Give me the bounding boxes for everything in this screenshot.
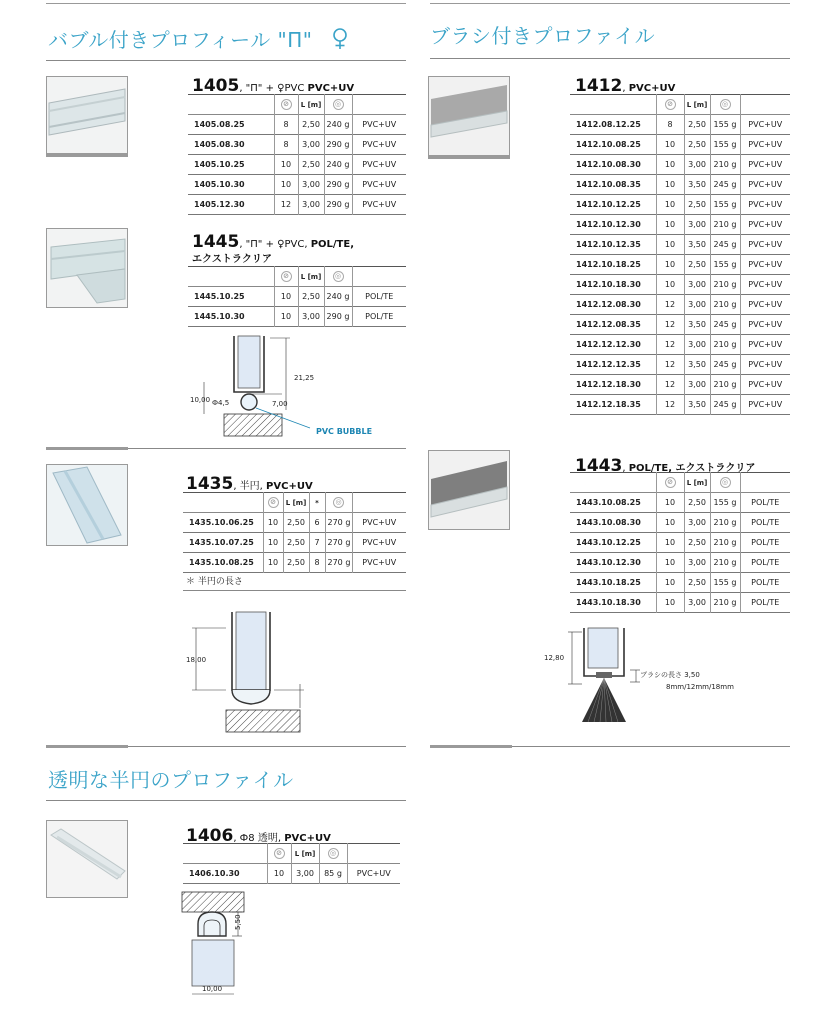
bubble-profile-diagram <box>190 332 390 442</box>
female-symbol-icon <box>331 28 349 55</box>
table-row: 1435.10.06.25 10 2,50 6 270 g PVC+UV <box>183 513 406 533</box>
section-rule-bubble <box>46 60 406 61</box>
top-rule-left <box>46 3 406 4</box>
accent-bar-1435 <box>46 447 128 450</box>
table-row: 1412.12.08.30 12 3,00 210 g PVC+UV <box>570 295 790 315</box>
dim-right-label: 7,00 <box>272 400 288 408</box>
table-row: 1412.10.18.25 10 2,50 155 g PVC+UV <box>570 255 790 275</box>
table-row: 1412.10.12.25 10 2,50 155 g PVC+UV <box>570 195 790 215</box>
weight-icon: ◎ <box>328 848 339 859</box>
table-row: 1405.08.30 8 3,00 290 g PVC+UV <box>188 135 406 155</box>
dim-bubble-dia-label: Ф4,5 <box>212 399 230 407</box>
table-header-material <box>352 95 406 115</box>
diameter-icon: ⊘ <box>281 271 292 282</box>
table-row: 1406.10.30 10 3,00 85 g PVC+UV <box>183 864 400 884</box>
table-row: 1443.10.12.30 10 3,00 210 g POL/TE <box>570 553 790 573</box>
table-row: 1412.12.12.35 12 3,50 245 g PVC+UV <box>570 355 790 375</box>
table-row: 1412.10.12.35 10 3,50 245 g PVC+UV <box>570 235 790 255</box>
dim-height-label: 21,25 <box>294 374 315 382</box>
table-row: 1412.10.08.30 10 3,00 210 g PVC+UV <box>570 155 790 175</box>
accent-bar-brush-bottom <box>430 745 512 748</box>
spec-table-1405 <box>188 94 406 215</box>
section-title-halfround: 透明な半円のプロファイル <box>48 768 294 792</box>
table-header-length: L [m] <box>291 844 319 864</box>
table-header-empty <box>188 95 274 115</box>
table-header-length: L [m] <box>298 95 324 115</box>
table-row: 1443.10.18.30 10 3,00 210 g POL/TE <box>570 593 790 613</box>
table-row: 1412.12.18.35 12 3,50 245 g PVC+UV <box>570 395 790 415</box>
product-heading-1412: 1412, PVC+UV <box>575 76 676 96</box>
diameter-icon: ⊘ <box>665 99 676 110</box>
table-header-length: L [m] <box>684 95 710 115</box>
spec-table-1412 <box>570 94 790 415</box>
section-title-bubble: バブル付きプロフィール "П" <box>48 24 349 55</box>
product-heading-1435: 1435, 半円, PVC+UV <box>186 474 313 494</box>
product-image-1412 <box>428 76 510 156</box>
table-row: 1412.10.18.30 10 3,00 210 g PVC+UV <box>570 275 790 295</box>
diameter-icon: ⊘ <box>268 497 279 508</box>
table-header-star: * <box>309 493 325 513</box>
table-row: 1435.10.07.25 10 2,50 7 270 g PVC+UV <box>183 533 406 553</box>
weight-icon: ◎ <box>720 99 731 110</box>
product-image-1406 <box>46 820 128 898</box>
brush-profile-diagram <box>540 626 740 726</box>
product-image-1443 <box>428 450 510 530</box>
table-row: 1412.08.12.25 8 2,50 155 g PVC+UV <box>570 115 790 135</box>
dim-left-label: 10,00 <box>190 396 211 404</box>
table-row: 1412.12.12.30 12 3,00 210 g PVC+UV <box>570 335 790 355</box>
product-subheading-1445: エクストラクリア <box>192 254 272 265</box>
table-row: 1445.10.25 10 2,50 240 g POL/TE <box>188 287 406 307</box>
table-row: 1443.10.18.25 10 2,50 155 g POL/TE <box>570 573 790 593</box>
table-row: 1443.10.08.30 10 3,00 210 g POL/TE <box>570 513 790 533</box>
table-row: 1412.10.12.30 10 3,00 210 g PVC+UV <box>570 215 790 235</box>
table-row: 1435.10.08.25 10 2,50 8 270 g PVC+UV <box>183 553 406 573</box>
spec-table-1445 <box>188 266 406 327</box>
table-row: 1412.10.08.25 10 2,50 155 g PVC+UV <box>570 135 790 155</box>
weight-icon: ◎ <box>333 497 344 508</box>
spec-table-1443 <box>570 472 790 613</box>
halfround-profile-diagram <box>186 610 316 738</box>
table-row: 1405.10.30 10 3,00 290 g PVC+UV <box>188 175 406 195</box>
brush-sizes-label: 8mm/12mm/18mm <box>666 683 734 691</box>
product-heading-1406: 1406, Ф8 透明, PVC+UV <box>186 826 331 846</box>
footnote-1435: ＊ 半円の長さ <box>186 577 243 587</box>
table-header-length: L [m] <box>298 267 324 287</box>
section-title-brush: ブラシ付きプロファイル <box>430 24 656 48</box>
product-image-1445 <box>46 228 128 308</box>
spec-table-1406 <box>183 843 400 884</box>
table-row: 1405.08.25 8 2,50 240 g PVC+UV <box>188 115 406 135</box>
top-rule-right <box>430 3 790 4</box>
dim-width-label: 10,00 <box>202 985 223 993</box>
product-image-1405 <box>46 76 128 154</box>
section-rule-halfround <box>46 800 406 801</box>
table-row: 1405.10.25 10 2,50 240 g PVC+UV <box>188 155 406 175</box>
table-row: 1443.10.08.25 10 2,50 155 g POL/TE <box>570 493 790 513</box>
table-row: 1405.12.30 12 3,00 290 g PVC+UV <box>188 195 406 215</box>
diameter-icon: ⊘ <box>665 477 676 488</box>
weight-icon: ◎ <box>333 99 344 110</box>
spec-table-1435 <box>183 492 406 573</box>
table-header-length: L [m] <box>283 493 309 513</box>
brush-length-label: ブラシの長さ 3,50 <box>640 671 700 679</box>
diameter-icon: ⊘ <box>281 99 292 110</box>
product-image-1435 <box>46 464 128 546</box>
section-rule-brush <box>430 58 790 59</box>
pvc-bubble-label: PVC BUBBLE <box>316 427 373 436</box>
tube-profile-diagram <box>180 890 260 1010</box>
dim-height-label: 5,50 <box>234 914 242 930</box>
table-row: 1443.10.12.25 10 2,50 210 g POL/TE <box>570 533 790 553</box>
table-row: 1445.10.30 10 3,00 290 g POL/TE <box>188 307 406 327</box>
table-row: 1412.10.08.35 10 3,50 245 g PVC+UV <box>570 175 790 195</box>
image-underline-1412 <box>428 156 510 159</box>
accent-bar-halfround <box>46 745 128 748</box>
table-row: 1412.12.08.35 12 3,50 245 g PVC+UV <box>570 315 790 335</box>
product-heading-1443: 1443, POL/TE, エクストラクリア <box>575 456 756 476</box>
product-heading-1405: 1405, "П" + ♀PVC PVC+UV <box>192 76 355 96</box>
dim-height-label: 18,00 <box>186 656 207 664</box>
table-header-length: L [m] <box>684 473 710 493</box>
table-row: 1412.12.18.30 12 3,00 210 g PVC+UV <box>570 375 790 395</box>
footnote-rule <box>183 590 406 591</box>
dim-height-label: 12,80 <box>544 654 565 662</box>
product-heading-1445: 1445, "П" + ♀PVC, POL/TE, <box>192 232 354 252</box>
weight-icon: ◎ <box>333 271 344 282</box>
diameter-icon: ⊘ <box>274 848 285 859</box>
weight-icon: ◎ <box>720 477 731 488</box>
image-underline-1405 <box>46 154 128 157</box>
